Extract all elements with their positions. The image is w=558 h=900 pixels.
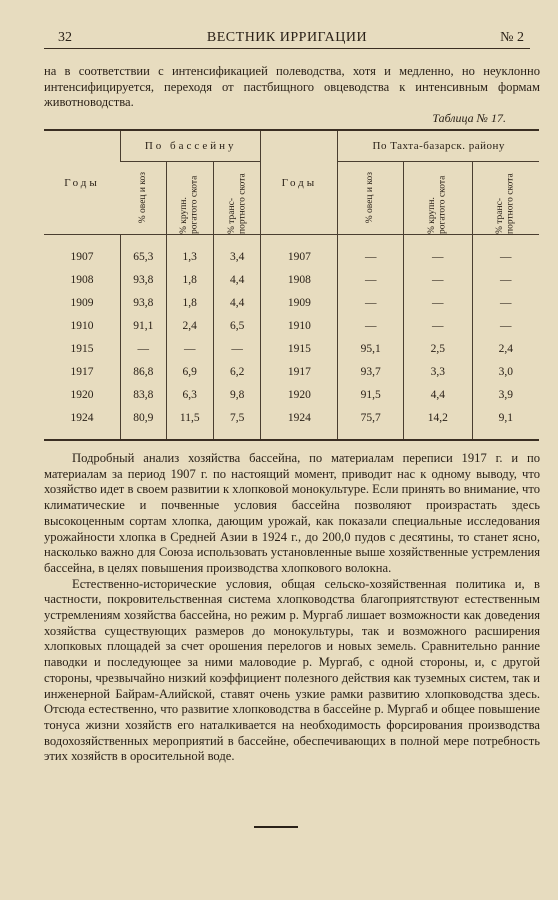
value-cell: 6,9	[166, 360, 213, 383]
value-cell: 4,4	[213, 291, 260, 314]
group-header-basin	[121, 130, 261, 162]
value-cell: 6,3	[166, 383, 213, 406]
value-cell: —	[338, 268, 404, 291]
table-row	[44, 360, 539, 383]
year-cell: 1908	[70, 273, 94, 286]
value-cell: —	[338, 291, 404, 314]
value-cell: 3,0	[472, 360, 539, 383]
closing-rule	[254, 826, 298, 828]
value-cell: —	[213, 337, 260, 360]
value-cell: 6,2	[213, 360, 260, 383]
page-number: 32	[58, 30, 72, 45]
year-cell: 1915	[70, 342, 94, 355]
value-cell: 83,8	[121, 383, 167, 406]
value-cell: 93,8	[121, 291, 167, 314]
col-cattle-basin	[166, 162, 213, 235]
year-cell: 1908	[261, 268, 338, 291]
issue-number: № 2	[500, 30, 524, 45]
value-cell: 75,7	[338, 406, 404, 440]
value-cell: 3,4	[213, 235, 260, 269]
group-header-district-label: По Тахта-базарск. району	[372, 140, 505, 152]
journal-title: ВЕСТНИК ИРРИГАЦИИ	[206, 30, 368, 45]
table-row	[44, 383, 539, 406]
years-header-right	[261, 130, 338, 235]
value-cell: 2,5	[404, 337, 472, 360]
year-cell: 1920	[261, 383, 338, 406]
paragraph-2: Естественно-исторические условия, общая сельско-хозяйственная политика и, в частности, покровительственная система хлопководства благоприятствуют естественным устремлениям хозяйства бассейна, но режим р. Мургаб лишает возможности как доведения хозяйства существующих размеров до монокультуры, так и возможного расширения хлопковых площадей за счет орошения перелогов и новых земель. Сравнительно ранние паводки и последующее за ними маловодие р. Мургаб, с одной стороны, и, с другой стороны, чрезвычайно низкий коэффициент полезного действия как туземных систем, так и инженерной Байрам-Алийской, ставят очень узкие рамки развитию хлопководства здесь. Отсюда естественно, что развитие хлопководства в бассейне р. Мургаб и общее повышение тонуса жизни хозяйств его наталкивается на необходимость форсирования производства водохозяйственных мероприятий в бассейне, обеспечивающих в полной мере потребность этих хозяйств в оросительной воде.	[44, 576, 540, 764]
value-cell: 86,8	[121, 360, 167, 383]
value-cell: 1,3	[166, 235, 213, 269]
value-cell: —	[472, 314, 539, 337]
value-cell: —	[404, 268, 472, 291]
col-transport-basin	[213, 162, 260, 235]
year-cell: 1917	[261, 360, 338, 383]
value-cell: 80,9	[121, 406, 167, 440]
col-sheep-basin-label: % овец и коз	[137, 172, 148, 224]
value-cell: —	[121, 337, 167, 360]
table-row	[44, 337, 539, 360]
value-cell: 93,7	[338, 360, 404, 383]
year-cell: 1909	[70, 296, 94, 309]
value-cell: 93,8	[121, 268, 167, 291]
year-cell: 1907	[261, 235, 338, 269]
col-transport-basin-label: % транс- портного скота	[226, 173, 248, 234]
value-cell: 1,8	[166, 291, 213, 314]
value-cell: 91,1	[121, 314, 167, 337]
year-cell: 1924	[261, 406, 338, 440]
value-cell: 3,3	[404, 360, 472, 383]
value-cell: —	[338, 235, 404, 269]
col-transport-district-label: % транс- портного скота	[495, 173, 516, 234]
value-cell: 2,4	[472, 337, 539, 360]
value-cell: 2,4	[166, 314, 213, 337]
running-header	[44, 30, 530, 49]
year-cell: 1917	[70, 365, 94, 378]
value-cell: —	[338, 314, 404, 337]
value-cell: —	[404, 291, 472, 314]
value-cell: —	[404, 314, 472, 337]
value-cell: 6,5	[213, 314, 260, 337]
intro-paragraph	[44, 64, 540, 111]
col-sheep-basin	[121, 162, 167, 235]
value-cell: 91,5	[338, 383, 404, 406]
years-header-left	[44, 130, 121, 235]
group-header-district	[338, 130, 539, 162]
years-header-right-label: Годы	[281, 176, 318, 189]
col-cattle-district	[404, 162, 472, 235]
value-cell: 4,4	[213, 268, 260, 291]
year-cell: 1915	[261, 337, 338, 360]
year-cell: 1910	[70, 319, 94, 332]
body-text	[44, 451, 540, 765]
paragraph-1: Подробный анализ хозяйства бассейна, по материалам переписи 1917 г. и по материалам за период 1907 г. по настоящий момент, приводит нас к одному выводу, что хозяйство идет в своем развитии к хлопковой монокультуре. Если принять во внимание, что климатические и почвенные условия бассейна позволяют произрастать здесь высокоценным сортам хлопка, дающим урожай, как показали специальные исследования урожайности хлопка в Средней Азии в 1924 г., до 200,0 пудов с десятины, то станет ясно, насколько важно для Союза использовать установленные выше хозяйственные устремления бассейна, в целях повышения производства хлопкового волокна.	[44, 451, 540, 575]
value-cell: 11,5	[166, 406, 213, 440]
value-cell: —	[404, 235, 472, 269]
value-cell: 65,3	[121, 235, 167, 269]
col-transport-district	[472, 162, 539, 235]
value-cell: 95,1	[338, 337, 404, 360]
year-cell: 1924	[70, 411, 94, 424]
year-cell: 1907	[70, 250, 94, 263]
value-cell: 3,9	[472, 383, 539, 406]
table-row	[44, 268, 539, 291]
value-cell: 7,5	[213, 406, 260, 440]
value-cell: —	[472, 291, 539, 314]
col-sheep-district-label: % овец и коз	[365, 172, 376, 224]
value-cell: —	[472, 268, 539, 291]
table-row	[44, 235, 539, 269]
value-cell: 14,2	[404, 406, 472, 440]
table-row	[44, 406, 539, 440]
value-cell: 9,8	[213, 383, 260, 406]
livestock-table	[44, 129, 539, 441]
value-cell: —	[166, 337, 213, 360]
value-cell: —	[472, 235, 539, 269]
intro-text: на в соответствии с интенсификацией полеводства, хотя и медленно, но неуклонно интенсифицируется, переходя от пастбищного овцеводства к интенсивным формам животноводства.	[44, 64, 540, 110]
col-sheep-district	[338, 162, 404, 235]
year-cell: 1910	[261, 314, 338, 337]
value-cell: 4,4	[404, 383, 472, 406]
table-row	[44, 314, 539, 337]
table-label: Таблица № 17.	[432, 111, 506, 125]
year-cell: 1909	[261, 291, 338, 314]
year-cell: 1920	[70, 388, 94, 401]
years-header-left-label: Годы	[64, 176, 100, 189]
group-header-basin-label: По бассейну	[144, 140, 237, 152]
table-row	[44, 291, 539, 314]
value-cell: 9,1	[472, 406, 539, 440]
col-cattle-district-label: % крупн. рогатого скота	[427, 175, 448, 234]
col-cattle-basin-label: % крупн. рогатого скота	[179, 175, 200, 234]
value-cell: 1,8	[166, 268, 213, 291]
